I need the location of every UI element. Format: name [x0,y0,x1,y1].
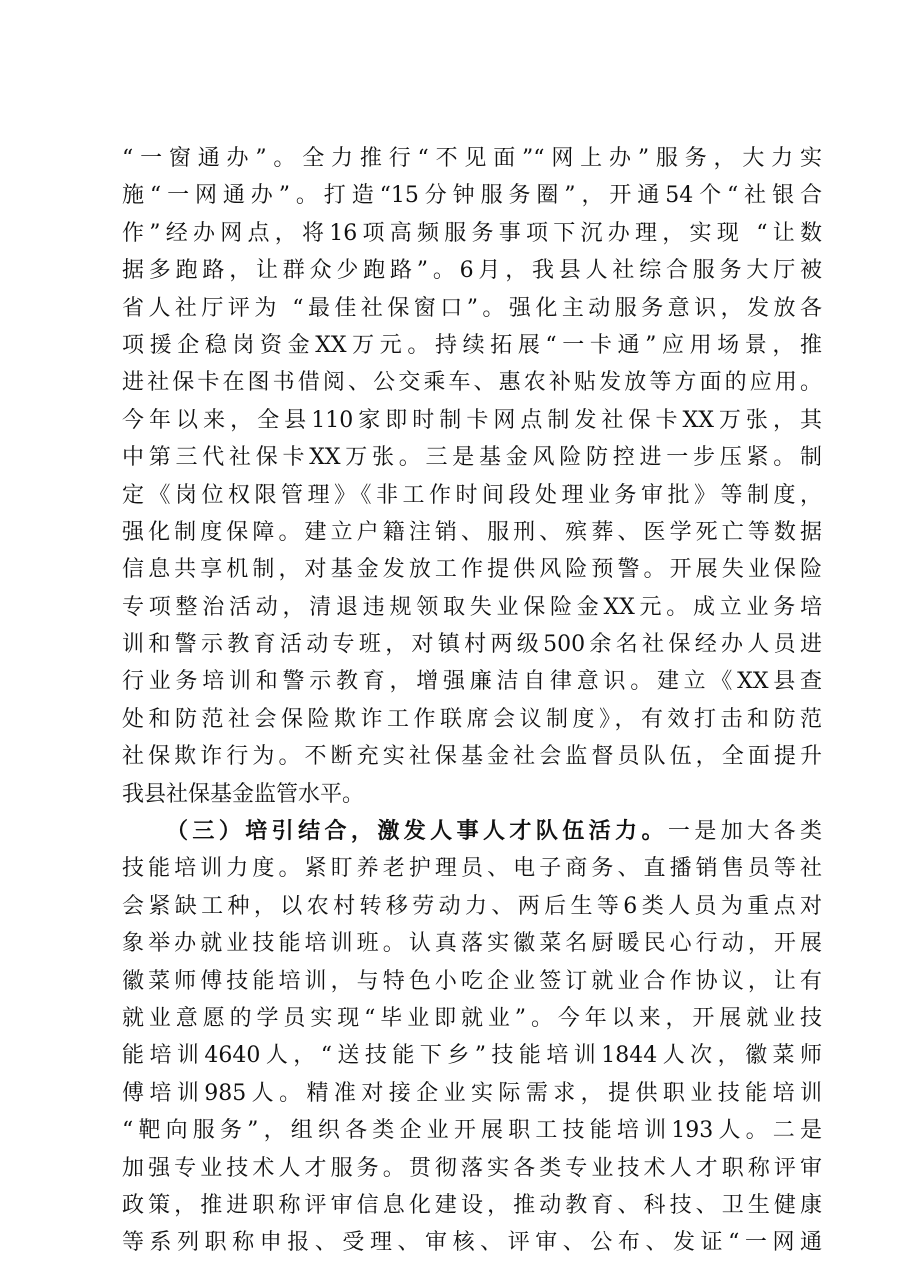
text-line: 强化制度保障。建立户籍注销、服刑、殡葬、医学死亡等数据 [122,519,822,545]
text-line: 今年以来，全县110家即时制卡网点制发社保卡XX万张，其 [122,407,822,433]
text-line: 项援企稳岗资金XX万元。持续拓展“一卡通”应用场景，推 [122,332,822,358]
text-line: 定《岗位权限管理》《非工作时间段处理业务审批》等制度， [122,482,822,508]
text-line: “一窗通办”。全力推行“不见面”“网上办”服务，大力实 [122,146,822,171]
text-line: 政策，推进职称评审信息化建设，推动教育、科技、卫生健康 [122,1192,822,1218]
text-line: 作”经办网点，将16项高频服务事项下沉办理，实现 “让数 [122,220,822,246]
text-line: 社保欺诈行为。不断充实社保基金社会监督员队伍，全面提升 [122,744,822,770]
heading-line-rest: 一是加大各类 [667,819,822,845]
text-line: 进社保卡在图书借阅、公交乘车、惠农补贴发放等方面的应用。 [122,370,822,396]
paragraph-first-line [122,813,822,850]
document-body [122,140,822,1262]
text-line: 据多跑路，让群众少跑路”。6月，我县人社综合服务大厅被 [122,258,822,284]
text-line: 专项整治活动，清退违规领取失业保险金XX元。成立业务培 [122,594,822,620]
text-line: 训和警示教育活动专班，对镇村两级500余名社保经办人员进 [122,632,822,658]
paragraph-social-security [122,140,822,813]
text-line: 等系列职称申报、受理、审核、评审、公布、发证“一网通 [122,1230,822,1256]
section-heading: （三）培引结合，激发人事人才队伍活力。 [166,818,668,845]
text-line: 省人社厅评为 “最佳社保窗口”。强化主动服务意识，发放各 [122,295,822,321]
text-line: 傅培训985人。精准对接企业实际需求，提供职业技能培训 [122,1080,822,1106]
text-line: “靶向服务”，组织各类企业开展职工技能培训193人。二是 [122,1118,822,1144]
text-line: 会紧缺工种，以农村转移劳动力、两后生等6类人员为重点对 [122,893,822,919]
text-line: 中第三代社保卡XX万张。三是基金风险防控进一步压紧。制 [122,445,822,471]
text-line: 徽菜师傅技能培训，与特色小吃企业签订就业合作协议，让有 [122,968,822,994]
text-line: 信息共享机制，对基金发放工作提供风险预警。开展失业保险 [122,557,822,583]
text-line: 施“一网通办”。打造“15分钟服务圈”，开通54个“社银合 [122,183,822,209]
text-line: 技能培训力度。紧盯养老护理员、电子商务、直播销售员等社 [122,856,822,882]
text-line: 能培训4640人，“送技能下乡”技能培训1844人次，徽菜师 [122,1043,822,1069]
paragraph-talent-training [122,813,822,1262]
text-line: 就业意愿的学员实现“毕业即就业”。今年以来，开展就业技 [122,1005,822,1031]
text-line: 我县社保基金监管水平。 [122,781,365,807]
text-line: 处和防范社会保险欺诈工作联席会议制度》，有效打击和防范 [122,706,822,732]
text-line: 行业务培训和警示教育，增强廉洁自律意识。建立《XX县查 [122,669,822,695]
text-line: 加强专业技术人才服务。贯彻落实各类专业技术人才职称评审 [122,1155,822,1181]
text-line: 象举办就业技能培训班。认真落实徽菜名厨暖民心行动，开展 [122,931,822,957]
